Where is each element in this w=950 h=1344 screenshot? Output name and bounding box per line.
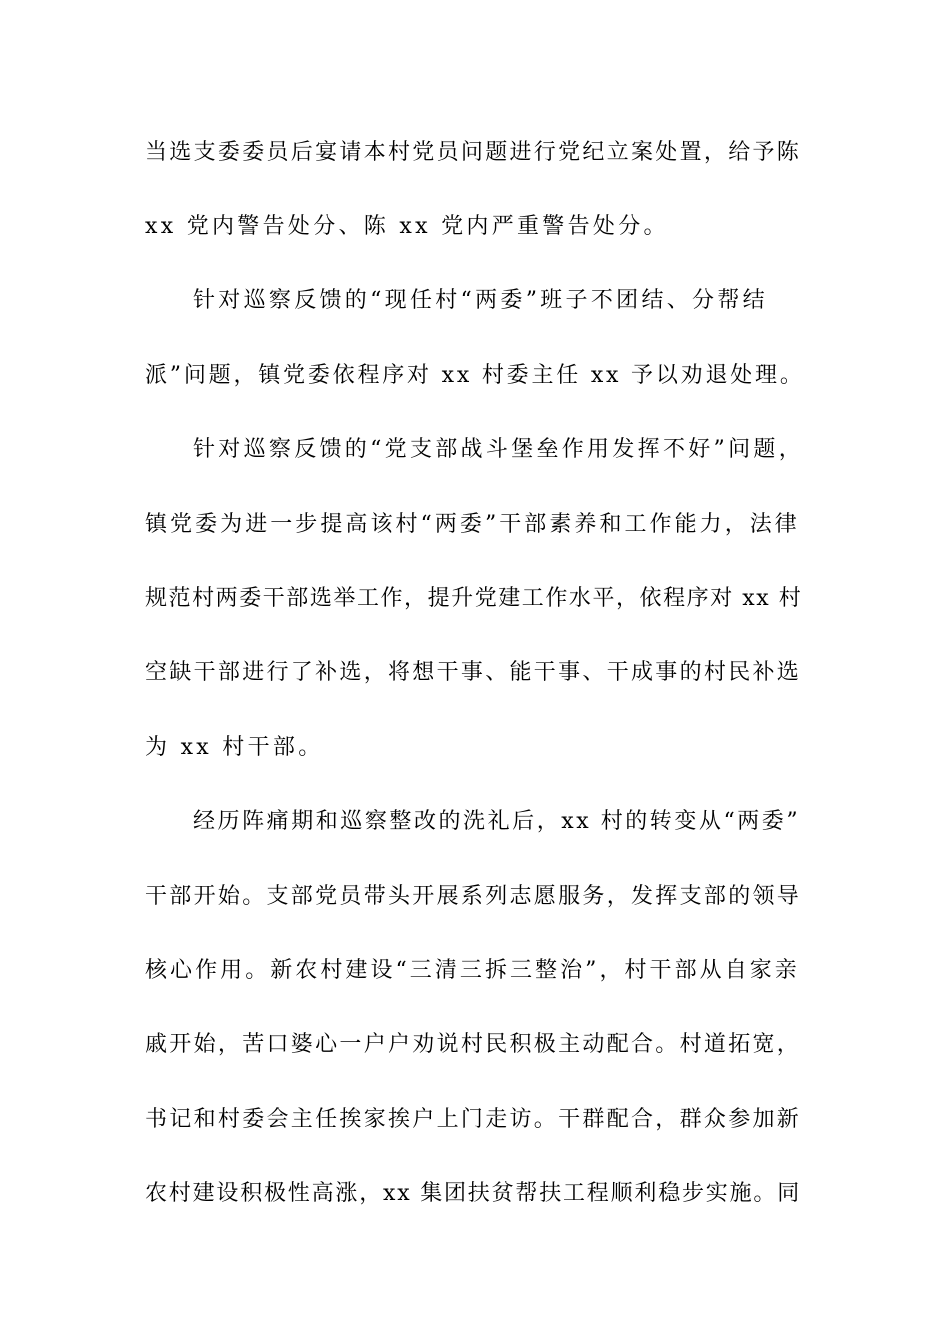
paragraph-4-line-1: 经历阵痛期和巡察整改的洗礼后，xx 村的转变从“两委” — [193, 809, 801, 834]
paragraph-4-line-4: 戚开始，苦口婆心一户户劝说村民积极主动配合。村道拓宽， — [145, 1032, 802, 1057]
paragraph-2-line-1: 针对巡察反馈的“现任村“两委”班子不团结、分帮结 — [193, 288, 768, 313]
paragraph-3-line-1: 针对巡察反馈的“党支部战斗堡垒作用发挥不好”问题， — [193, 437, 804, 462]
paragraph-3-line-4: 空缺干部进行了补选，将想干事、能干事、干成事的村民补选 — [145, 660, 802, 685]
paragraph-2-line-2: 派”问题，镇党委依程序对 xx 村委主任 xx 予以劝退处理。 — [145, 363, 805, 388]
paragraph-4-line-2: 干部开始。支部党员带头开展系列志愿服务，发挥支部的领导 — [145, 884, 802, 909]
paragraph-4-line-6: 农村建设积极性高涨，xx 集团扶贫帮扶工程顺利稳步实施。同 — [145, 1181, 802, 1206]
paragraph-3-line-3: 规范村两委干部选举工作，提升党建工作水平，依程序对 xx 村 — [145, 586, 803, 611]
paragraph-4-line-3: 核心作用。新农村建设“三清三拆三整治”，村干部从自家亲 — [145, 958, 800, 983]
paragraph-4-line-5: 书记和村委会主任挨家挨户上门走访。干群配合，群众参加新 — [145, 1107, 802, 1132]
paragraph-3-line-5: 为 xx 村干部。 — [145, 735, 324, 760]
paragraph-3-line-2: 镇党委为进一步提高该村“两委”干部素养和工作能力，法律 — [145, 512, 800, 537]
paragraph-1-line-2: xx 党内警告处分、陈 xx 党内严重警告处分。 — [145, 214, 669, 239]
paragraph-1-line-1: 当选支委委员后宴请本村党员问题进行党纪立案处置，给予陈 — [145, 140, 802, 165]
